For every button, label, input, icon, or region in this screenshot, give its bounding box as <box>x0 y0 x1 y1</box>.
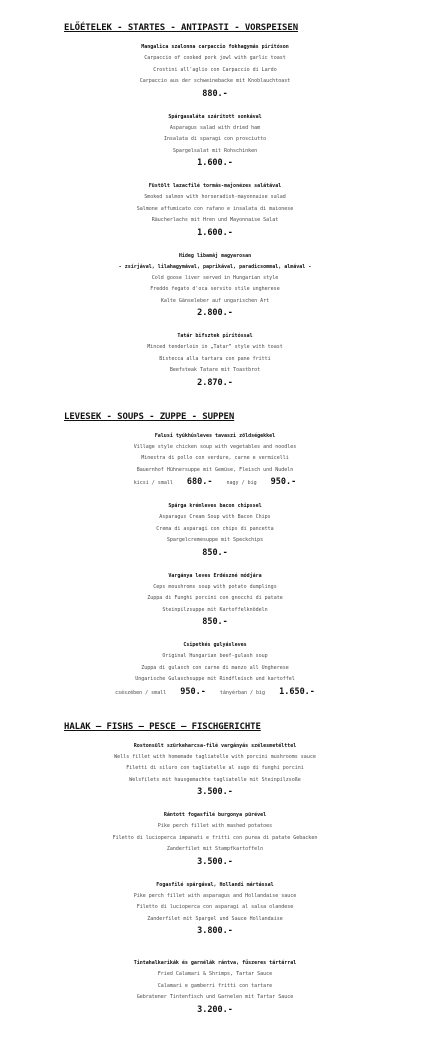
dish-title: Spárgasaláta szárított sonkával <box>168 113 262 120</box>
dish-title: Fogasfilé spárgával, Hollandi mártással <box>156 881 274 888</box>
dish-title: Vargánya leves Erdészné módjára <box>168 572 262 579</box>
dish-description-de: Steinpilzsuppe mit Kartoffelknödeln <box>162 606 268 613</box>
dish-description-de: Spargelcremesuppe mit Speckchips <box>166 537 264 543</box>
dish-item <box>0 330 430 389</box>
dish-description-it: Freddo fegato d'oca servito stile ungherese <box>150 286 280 292</box>
dish-title: Rántott fogasfilé burgonya pürével <box>163 812 267 818</box>
dish-size-prices <box>0 686 430 699</box>
dish-description-de: Gebratener Tintenfisch und Garnelen mit Tartar Sauce <box>136 994 294 1000</box>
dish-description-de: Kalte Gänseleber auf ungarischen Art <box>160 297 270 304</box>
dish-description-en: Cold goose liver served in Hungarian style <box>151 274 279 281</box>
dish-description-en: Original Hungarian beef-gulash soup <box>162 653 268 659</box>
dish-description-it: Minestra di pollo con verdure, carne e vermicelli <box>141 455 289 461</box>
dish-item <box>0 430 430 490</box>
dish-description-it: Zuppa di Funghi porcini con gnocchi di patate <box>147 595 283 601</box>
dish-item <box>0 957 430 1016</box>
dish-title: Tintahalkarikák és garnélák rántva, fűszeres tártárral <box>133 960 297 966</box>
dish-description-de: Ungarische Gulaschsuppe mit Rindfleisch und kartoffel <box>135 676 295 682</box>
dish-description-en: Ceps moushroms soup with potato dumplings <box>153 583 277 590</box>
dish-title: Tatár bifsztek pirítóssal <box>177 333 253 339</box>
dish-price: 850.- <box>202 547 228 558</box>
menu-page <box>0 22 430 1038</box>
dish-description-de: Bauernhof Hühnersuppe mit Gemüse, Fleisch und Nudeln <box>136 466 294 473</box>
dish-item <box>0 570 430 629</box>
dish-description-en: Village style chicken soup with vegetables and noodles <box>133 443 297 450</box>
dish-description-it: Insalata di sparagi con prosciutto <box>163 136 267 142</box>
dish-description-en: Asparagus Cream Soup with Bacon Chips <box>159 514 271 520</box>
dish-description-it: Filetti di siluro con tagliatelle al sugo di funghi porcini <box>126 765 304 771</box>
dish-price: 3.200.- <box>197 1004 233 1015</box>
section-starters <box>0 22 430 389</box>
section-soups <box>0 411 430 699</box>
dish-description-it: Filetto di lucioperca impanati e fritti con purea di patate Gebacken <box>112 834 318 841</box>
size-small-price: 680.- <box>186 477 213 487</box>
dish-price: 1.600.- <box>197 227 233 238</box>
dish-description-de: Zanderfilet mit Spargel und Sauce Hollandaise <box>147 915 283 922</box>
dish-description-en: Wells fillet with homemade tagliatelle with porcini mushrooms sauce <box>114 753 316 760</box>
dish-description-en: Minced tenderloin in „Tatar” style with toast <box>147 344 283 350</box>
dish-item <box>0 500 430 559</box>
dish-item <box>0 180 430 239</box>
size-big-label: nagy / big <box>226 480 257 486</box>
size-small-label: kicsi / small <box>133 480 173 486</box>
size-small-label: csészében / small <box>115 689 167 696</box>
dish-description-de: Räucherlachs mit Hren und Mayonnaise Salat <box>151 217 279 223</box>
dish-description-it: Bistecca alla tartara con pane fritti <box>159 355 271 362</box>
dish-description-de: Welsfilets mit hausgemachte tagliatelle mit Steinpilzsoße <box>129 776 301 783</box>
dish-title: Mangalica szalonna carpaccio fokhagymás pirítóson <box>141 44 289 50</box>
size-big-price: 1.650.- <box>279 686 315 697</box>
dish-item <box>0 111 430 170</box>
section-title: HALAK – FISHS – PESCE – FISCHGERICHTE <box>64 721 261 732</box>
dish-description-en: Asparagus salad with dried ham <box>169 124 261 131</box>
dish-description-en: Fried Calamari & Shrimps, Tartar Sauce <box>157 971 273 977</box>
dish-price: 2.870.- <box>197 377 233 388</box>
dish-price: 1.600.- <box>197 158 233 168</box>
dish-description-it: Zuppa di gulasch con carne di manzo all Ungherese <box>141 664 289 671</box>
size-small-price: 950.- <box>180 686 206 697</box>
dish-price: 3.800.- <box>197 926 233 936</box>
section-fish <box>0 721 430 1016</box>
dish-item <box>0 639 430 699</box>
dish-subtitle: - zsírjával, lilahagymával, paprikával, paradicsommal, almával - <box>118 263 312 270</box>
dish-title: Falusi tyúkhúsleves tavaszi zöldségekkel <box>154 432 276 439</box>
dish-description-en: Smoked salmon with horseradish-mayonnaise salad <box>144 194 286 200</box>
dish-description-en: Carpaccio of cooked pork jowl with garlic toast <box>144 55 286 61</box>
dish-item <box>0 740 430 799</box>
section-title: LEVESEK - SOUPS - ZUPPE - SUPPEN <box>64 411 235 422</box>
dish-description-de: Spargelsalat mit Rohschinken <box>172 147 258 154</box>
dish-description-it: Crema di asparagi con chips di pancetta <box>156 525 274 532</box>
dish-title: Spárga krémleves bacon chipssel <box>168 503 262 509</box>
dish-description-de: Zanderfilet mit Stampfkartoffeln <box>166 846 264 852</box>
dish-price: 3.500.- <box>197 856 233 867</box>
dish-price: 3.500.- <box>197 787 233 797</box>
dish-size-prices <box>0 476 430 489</box>
section-title: ELŐÉTELEK - STARTES - ANTIPASTI - VORSPEISEN <box>64 23 299 33</box>
size-big-label: tányérban / big <box>219 689 266 696</box>
dish-description-de: Beefsteak Tatare mit Toastbrot <box>169 367 261 373</box>
dish-item <box>0 250 430 320</box>
dish-description-it: Crostini all'aglio con Carpaccio di Lardo <box>153 66 277 73</box>
dish-title: Csipetkés gulyásleves <box>183 642 247 648</box>
dish-description-it: Salmone affumicato con rafano e insalata di maionese <box>136 205 294 212</box>
dish-description-it: Filetto di lucioperca con asparagi al salsa olandese <box>136 904 294 910</box>
dish-title: Füstölt lazacfilé tormás-majonézes salátával <box>148 183 282 189</box>
dish-description-it: Calamari e gamberri fritti con tartare <box>157 982 273 989</box>
size-big-price: 950.- <box>270 477 297 487</box>
dish-item <box>0 809 430 868</box>
dish-description-en: Pike perch fillet with asparagus and Hollandaise sauce <box>133 892 297 899</box>
dish-description-de: Carpaccio aus der schweinebacke mit Knoblauchtoast <box>139 78 291 84</box>
dish-item <box>0 879 430 938</box>
dish-price: 2.800.- <box>197 308 233 318</box>
dish-item <box>0 41 430 100</box>
dish-title: Hideg libamáj magyarosan <box>178 252 252 259</box>
dish-price: 850.- <box>202 617 228 627</box>
dish-description-en: Pike perch fillet with mashed potatoes <box>157 823 273 829</box>
dish-price: 880.- <box>202 88 228 99</box>
dish-title: Rostonsült szürkeharcsa-filé vargányás szélesmetélttel <box>133 742 297 749</box>
